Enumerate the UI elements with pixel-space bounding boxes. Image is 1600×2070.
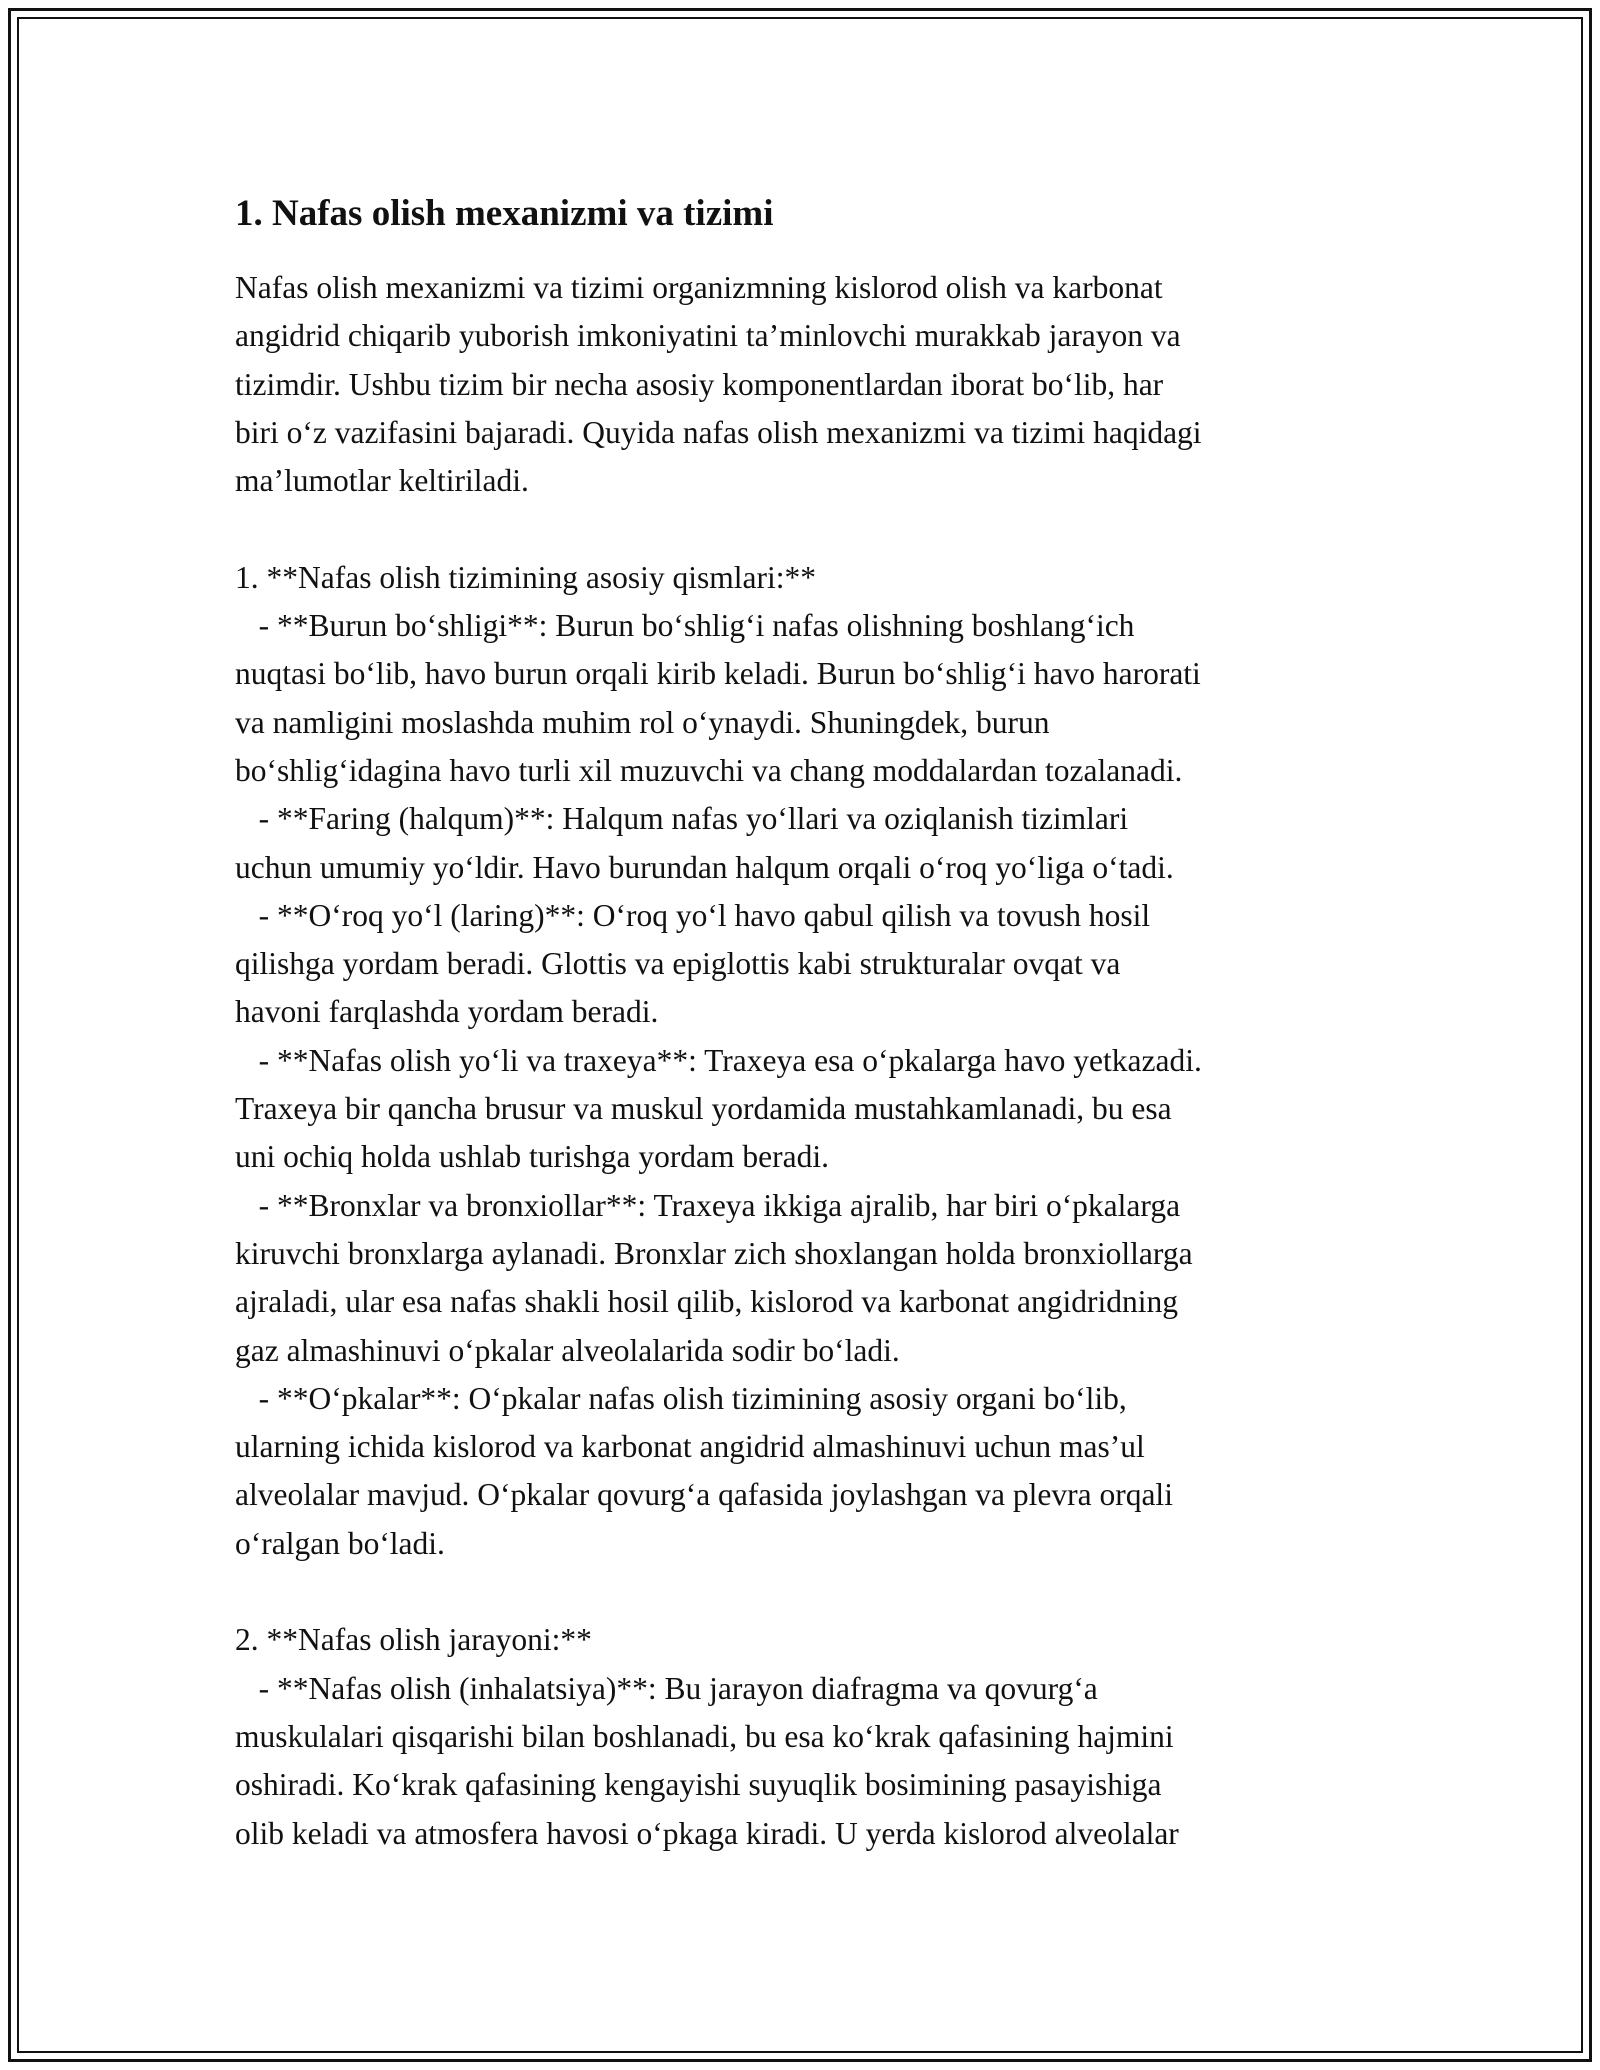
text-line: qilishga yordam beradi. Glottis va epiglottis kabi strukturalar ovqat va: [235, 946, 1121, 982]
text-line: gaz almashinuvi o‘pkalar alveolalarida sodir bo‘ladi.: [235, 1332, 900, 1368]
text-line: va namligini moslashda muhim rol o‘ynaydi. Shuningdek, burun: [235, 704, 1050, 740]
text-line: biri o‘z vazifasini bajaradi. Quyida nafas olish mexanizmi va tizimi haqidagi: [235, 414, 1202, 450]
text-line: ularning ichida kislorod va karbonat angidrid almashinuvi uchun mas’ul: [235, 1429, 1145, 1465]
text-line: - **O‘pkalar**: O‘pkalar nafas olish tizimining asosiy organi bo‘lib,: [235, 1380, 1127, 1416]
text-line: havoni farqlashda yordam beradi.: [235, 994, 659, 1030]
text-line: uchun umumiy yo‘ldir. Havo burundan halqum orqali o‘roq yo‘liga o‘tadi.: [235, 849, 1174, 885]
text-line: muskulalari qisqarishi bilan boshlanadi, bu esa ko‘krak qafasining hajmini: [235, 1718, 1174, 1754]
blank-line: [235, 505, 1385, 553]
blank-line: [235, 1568, 1385, 1616]
section-heading: 1. Nafas olish mexanizmi va tizimi: [235, 193, 774, 234]
text-line: olib keladi va atmosfera havosi o‘pkaga kiradi. U yerda kislorod alveolalar: [235, 1815, 1179, 1851]
text-line: - **Bronxlar va bronxiollar**: Traxeya ikkiga ajralib, har biri o‘pkalarga: [235, 1187, 1181, 1223]
text-line: bo‘shlig‘idagina havo turli xil muzuvchi va chang moddalardan tozalanadi.: [235, 752, 1183, 788]
text-line: alveolalar mavjud. O‘pkalar qovurg‘a qafasida joylashgan va plevra orqali: [235, 1477, 1173, 1513]
text-line: oshiradi. Ko‘krak qafasining kengayishi suyuqlik bosimining pasayishiga: [235, 1767, 1162, 1803]
text-line: 1. **Nafas olish tizimining asosiy qismlari:**: [235, 559, 816, 595]
text-line: angidrid chiqarib yuborish imkoniyatini ta’minlovchi murakkab jarayon va: [235, 318, 1181, 354]
text-line: - **Nafas olish (inhalatsiya)**: Bu jarayon diafragma va qovurg‘a: [235, 1670, 1098, 1706]
text-line: - **Nafas olish yo‘li va traxeya**: Traxeya esa o‘pkalarga havo yetkazadi.: [235, 1042, 1202, 1078]
text-line: kiruvchi bronxlarga aylanadi. Bronxlar zich shoxlangan holda bronxiollarga: [235, 1235, 1193, 1271]
text-line: Traxeya bir qancha brusur va muskul yordamida mustahkamlanadi, bu esa: [235, 1091, 1172, 1127]
text-line: nuqtasi bo‘lib, havo burun orqali kirib keladi. Burun bo‘shlig‘i havo harorati: [235, 656, 1201, 692]
body-text: [235, 264, 1385, 1858]
text-line: tizimdir. Ushbu tizim bir necha asosiy komponentlardan iborat bo‘lib, har: [235, 366, 1164, 402]
text-line: - **Faring (halqum)**: Halqum nafas yo‘llari va oziqlanish tizimlari: [235, 801, 1129, 837]
document-body: [235, 186, 1385, 1858]
text-line: - **O‘roq yo‘l (laring)**: O‘roq yo‘l havo qabul qilish va tovush hosil: [235, 897, 1151, 933]
text-line: o‘ralgan bo‘ladi.: [235, 1525, 445, 1561]
text-line: 2. **Nafas olish jarayoni:**: [235, 1622, 592, 1658]
text-line: ma’lumotlar keltiriladi.: [235, 463, 529, 499]
text-line: Nafas olish mexanizmi va tizimi organizmning kislorod olish va karbonat: [235, 270, 1163, 305]
text-line: - **Burun bo‘shligi**: Burun bo‘shlig‘i nafas olishning boshlang‘ich: [235, 608, 1135, 644]
text-line: uni ochiq holda ushlab turishga yordam beradi.: [235, 1139, 829, 1175]
text-line: ajraladi, ular esa nafas shakli hosil qilib, kislorod va karbonat angidridning: [235, 1284, 1179, 1320]
